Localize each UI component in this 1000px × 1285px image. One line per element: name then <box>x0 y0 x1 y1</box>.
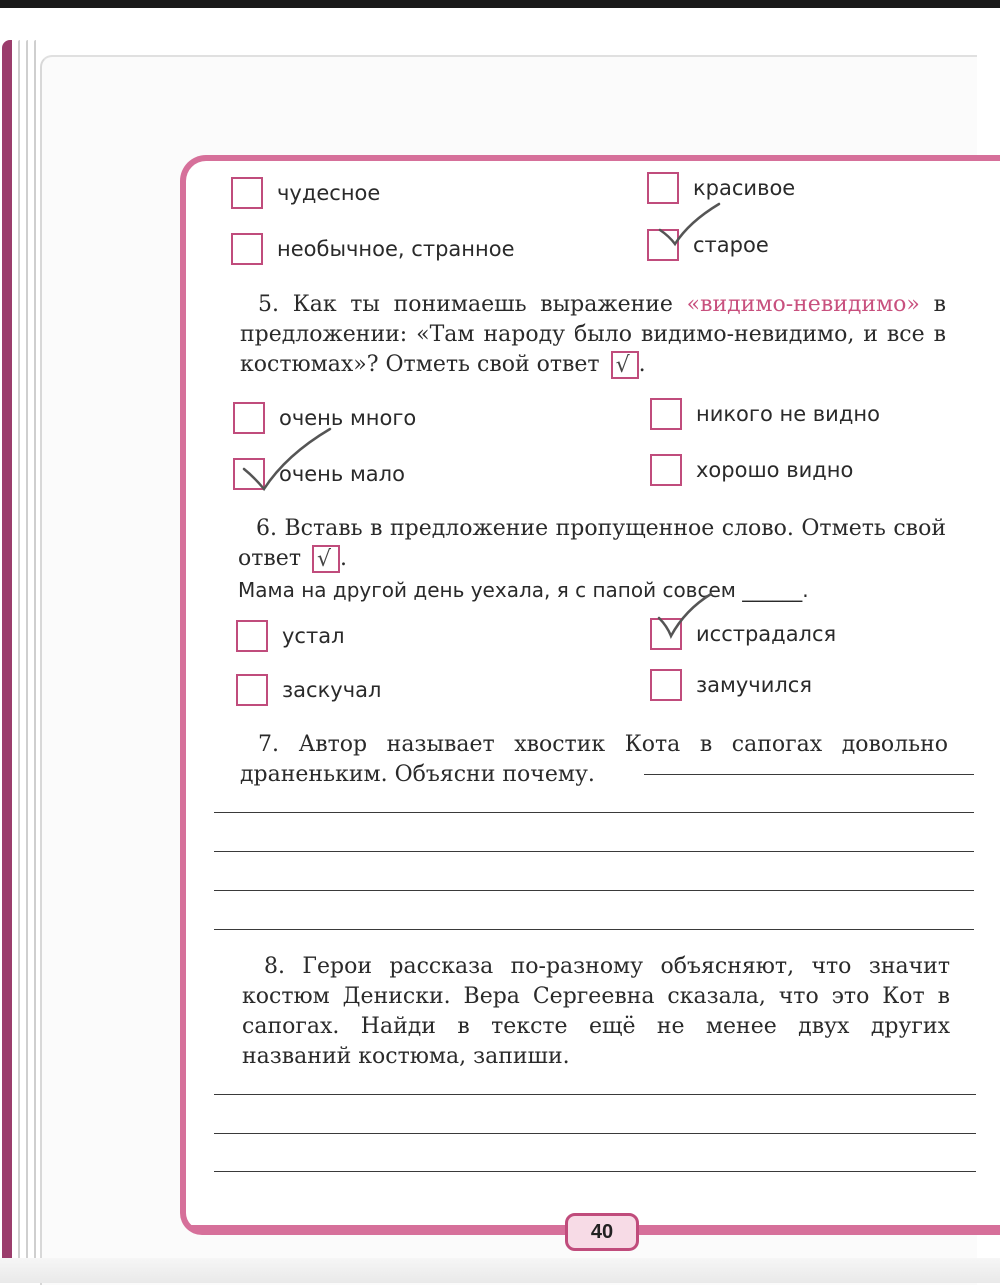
option-top-2[interactable] <box>231 229 515 269</box>
option-label: чудесное <box>277 181 381 205</box>
option-label: старое <box>693 233 769 257</box>
checkbox-checked[interactable] <box>650 618 682 650</box>
highlight-phrase: «видимо-невидимо» <box>686 292 920 317</box>
checkbox[interactable] <box>650 398 682 430</box>
option-label: очень много <box>279 406 417 430</box>
question-number: 5. <box>258 292 279 317</box>
checkbox[interactable] <box>236 674 268 706</box>
option-q6-2[interactable] <box>236 670 381 710</box>
answer-line[interactable] <box>214 812 974 813</box>
option-label: заскучал <box>282 678 382 702</box>
option-top-3[interactable] <box>647 225 769 265</box>
answer-line[interactable] <box>214 929 974 930</box>
checkbox[interactable] <box>231 177 263 209</box>
question-text: Вставь в предложение пропущенное слово. Отметь свой ответ <box>238 516 946 571</box>
tick-icon: √ <box>317 547 332 572</box>
page-bottom-shadow <box>0 1258 1000 1283</box>
answer-line[interactable] <box>214 1094 976 1095</box>
question-8 <box>242 952 950 1072</box>
option-label: необычное, странное <box>277 237 515 261</box>
checkbox[interactable] <box>236 620 268 652</box>
option-label: замучился <box>696 673 812 697</box>
option-top-1[interactable] <box>647 168 795 208</box>
answer-line[interactable] <box>214 890 974 891</box>
option-label: никого не видно <box>696 402 880 426</box>
option-q5-3[interactable] <box>650 450 853 490</box>
option-label: устал <box>282 624 345 648</box>
option-label: исстрадался <box>696 622 837 646</box>
option-label: хорошо видно <box>696 458 854 482</box>
checkbox[interactable] <box>233 402 265 434</box>
option-q5-0[interactable] <box>233 398 416 438</box>
option-top-0[interactable] <box>231 173 380 213</box>
page-number: 40 <box>565 1213 639 1251</box>
answer-line[interactable] <box>214 1133 976 1134</box>
checkbox[interactable] <box>647 172 679 204</box>
answer-mark-box <box>611 351 639 379</box>
option-q6-0[interactable] <box>236 616 345 656</box>
period: . <box>340 546 347 571</box>
checkbox[interactable] <box>650 454 682 486</box>
checkbox-checked[interactable] <box>647 229 679 261</box>
answer-line[interactable] <box>214 851 974 852</box>
question-6 <box>238 514 946 574</box>
answer-line[interactable] <box>644 774 974 775</box>
question-5 <box>240 290 946 380</box>
option-q6-1[interactable] <box>650 614 836 654</box>
question-number: 8. <box>264 954 285 979</box>
option-q6-3[interactable] <box>650 665 812 705</box>
question-7 <box>240 730 948 790</box>
checkbox-checked[interactable] <box>233 458 265 490</box>
question-text: Герои рассказа по-разному объясняют, что значит костюм Дениски. Вера Сергеевна сказала, что это Кот в сапогах. Найди в тексте ещё не менее двух других названий костюма, запиши. <box>242 954 950 1069</box>
checkbox[interactable] <box>231 233 263 265</box>
question-number: 6. <box>256 516 277 541</box>
question-number: 7. <box>258 732 279 757</box>
question-text: Автор называет хвостик Кота в сапогах довольно драненьким. Объясни почему. <box>240 732 948 787</box>
option-label: очень мало <box>279 462 405 486</box>
fill-in-sentence: Мама на другой день уехала, я с папой совсем ______. <box>238 578 809 602</box>
period: . <box>638 352 646 377</box>
scan-edge <box>0 0 1000 8</box>
option-q5-2[interactable] <box>233 454 405 494</box>
answer-line[interactable] <box>214 1171 976 1172</box>
option-label: красивое <box>693 176 796 200</box>
question-text: Как ты понимаешь выражение <box>292 292 687 317</box>
checkbox[interactable] <box>650 669 682 701</box>
option-q5-1[interactable] <box>650 394 880 434</box>
tick-icon: √ <box>615 353 630 378</box>
answer-mark-box <box>312 545 340 573</box>
question-text: в предложении: «Там народу было видимо-невидимо, и все в костюмах»? Отметь свой ответ <box>240 292 946 377</box>
